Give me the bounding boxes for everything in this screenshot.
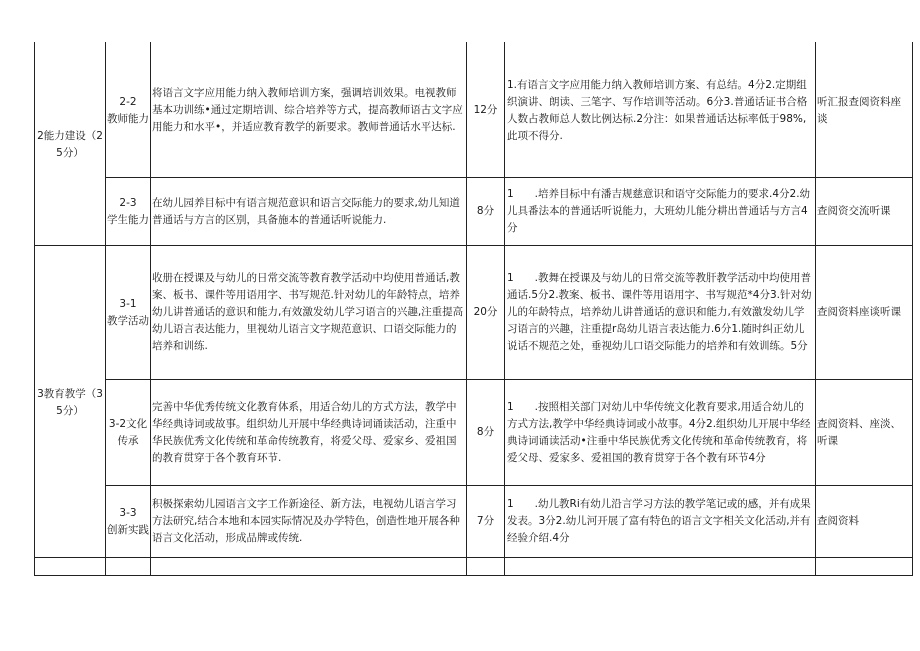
content-text: 在幼儿园养目标中有语言规范意识和语言交际能力的要求,幼儿知道普通话与方言的区别，具备施本的普通话听说能力. bbox=[152, 196, 460, 226]
content-text: 将语言文字应用能力纳入教师培训方案，强调培训效果。电视教师基本功训练•通过定期培训、综合培养等方式，提高教师语古文字应用能力和水平•，并适应教育教学的新要求。教师普通话水平达标. bbox=[152, 87, 463, 133]
rule-col bbox=[34, 42, 35, 576]
criteria-cell bbox=[507, 44, 814, 177]
rule-col bbox=[815, 42, 816, 576]
method-text: 查阅资料、座淡、听课 bbox=[817, 417, 901, 447]
criteria-cell bbox=[507, 178, 814, 245]
criteria-cell bbox=[507, 380, 814, 485]
item-code: 3-3 bbox=[119, 506, 137, 519]
content-cell bbox=[152, 380, 464, 485]
method-cell bbox=[817, 380, 911, 485]
method-cell bbox=[817, 246, 911, 379]
criteria-text: 1.有语言文字应用能力纳入教师培训方案、有总结。4分2.定期组织演讲、朗读、三笔字、写作培训等活动。6分3.普通话证书合格人数占教师总人数比例达标.2分注：如果普通话达标率低于98%,此项不得分. bbox=[507, 78, 808, 142]
rule-col bbox=[150, 42, 151, 576]
content-text: 完善中华优秀传统文化教育体系，用适合幼儿的方式方法，教学中华经典诗词或故事。组织幼儿开展中华经典诗词诵读活动，注重中华民族优秀文化传统和革命传统教育，将爱父母、爱家乡、爱祖国的教育贯穿于各个教育环节. bbox=[152, 400, 457, 464]
item-name: 教师能力 bbox=[107, 112, 149, 125]
method-cell bbox=[817, 486, 911, 557]
item-code-cell bbox=[106, 178, 150, 245]
item-code-cell bbox=[106, 486, 150, 557]
category-cell: 2能力建设（25分） bbox=[37, 130, 103, 159]
criteria-cell bbox=[507, 486, 814, 557]
item-name: 学生能力 bbox=[107, 213, 149, 226]
method-text: 听汇报查阅资料座谈 bbox=[817, 95, 901, 125]
score-cell: 7分 bbox=[476, 515, 495, 527]
content-cell bbox=[152, 246, 464, 379]
criteria-text: 1 .教舞在授课及与幼儿的日常交流等教肝教学活动中均使用普通话.5分2.教案、板书、课件等用语用字、书写规范*4分3.针对幼儿的年龄特点，培养幼儿讲普通话的意识和能力,有效激发幼儿学习语言的兴趣，注重提r岛幼儿语言表达能力.6分1.随时纠正幼儿说话不规范之处，垂视幼儿口语交际能力的培养和有效训练。5分 bbox=[507, 272, 812, 352]
item-name: 教学活动 bbox=[107, 314, 149, 327]
score-cell: 8分 bbox=[476, 205, 495, 217]
item-code-cell bbox=[106, 44, 150, 177]
item-name: 创新实践 bbox=[107, 523, 149, 536]
score-cell: 12分 bbox=[473, 104, 498, 116]
rule-row-divider bbox=[34, 557, 913, 558]
item-code-cell bbox=[106, 246, 150, 379]
item-code: 3-2文化传承 bbox=[108, 417, 148, 447]
rule-col bbox=[912, 42, 913, 576]
criteria-text: 1 .培养目标中有潘吉规慈意识和语守交际能力的要求.4分2.幼儿具番法本的普通话听说能力，大班幼儿能分耕出普通话与方言4分 bbox=[507, 188, 811, 234]
item-code: 2-3 bbox=[119, 196, 137, 209]
method-cell bbox=[817, 44, 911, 177]
item-code: 2-2 bbox=[119, 95, 137, 108]
content-cell bbox=[152, 486, 464, 557]
item-code-cell bbox=[106, 380, 150, 485]
method-cell bbox=[817, 178, 911, 245]
content-cell bbox=[152, 44, 464, 177]
score-cell: 8分 bbox=[476, 426, 495, 438]
category-cell: 3教育教学（35分） bbox=[37, 388, 103, 417]
content-text: 积极探索幼儿园语言文字工作新途径、新方法，电视幼儿语言学习方法研究,结合本地和本园实际情况及办学特色，创造性地开展各种语言文化活动，形成品牌或传统. bbox=[152, 498, 460, 544]
score-cell: 20分 bbox=[473, 306, 498, 318]
method-text: 查阅资料座谈听课 bbox=[817, 306, 901, 318]
criteria-cell bbox=[507, 246, 814, 379]
content-text: 收册在授课及与幼儿的日常交流等教育教学活动中均使用普通话,教案、板书、课件等用语用字、书写规范.针对幼儿的年龄特点，培养幼儿讲普通话的意识和能力,有效激发幼儿学习语言的兴趣,注重提高幼儿语言表达能力，里视幼儿语言文字规范意识、口语交际能力的培养和训练. bbox=[152, 272, 464, 352]
content-cell bbox=[152, 178, 464, 245]
method-text: 查阅资交流听课 bbox=[817, 205, 891, 217]
rule-col bbox=[504, 42, 505, 576]
item-code: 3-1 bbox=[119, 297, 137, 310]
method-text: 查阅资料 bbox=[817, 515, 859, 527]
criteria-text: 1 .幼儿教Ri有幼儿沿言学习方法的教学笔记或的感，并有成果发表。3分2.幼儿河开展了富有特色的语言文字相关文化活动,并有经验介绍.4分 bbox=[507, 498, 811, 544]
rule-bottom bbox=[34, 575, 913, 576]
criteria-text: 1 .按照相关部门对幼儿中华传统文化教育要求,用适合幼儿的方式方法,教学中华经典诗词或小故事。4分2.组织幼儿开展中华经典诗词诵读活动•注垂中华民族优秀文化传统和革命传统教育，将爱父母、爱家多、爱祖国的教育贯穿于各个教有环节4分 bbox=[507, 400, 811, 464]
